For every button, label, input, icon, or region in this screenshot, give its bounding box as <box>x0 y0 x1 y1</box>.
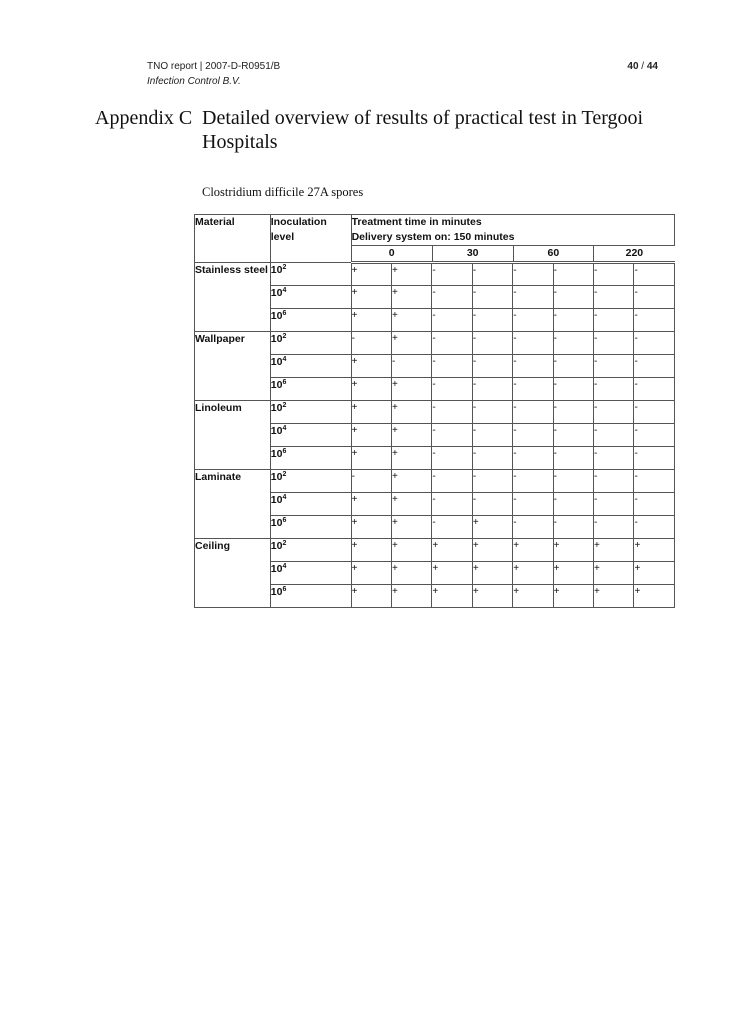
inoculation-level <box>270 585 351 608</box>
result-cell: - <box>634 355 675 378</box>
result-cell: + <box>392 424 432 447</box>
result-cell: + <box>594 562 634 585</box>
material-name: Stainless steel <box>195 263 271 332</box>
inoculation-level <box>270 378 351 401</box>
inoculation-base: 10 <box>270 287 283 299</box>
inoculation-exponent: 2 <box>282 333 287 340</box>
table-row <box>195 470 675 493</box>
column-header-treatment <box>351 215 674 246</box>
result-cell: - <box>432 470 472 493</box>
result-cell: + <box>351 309 391 332</box>
result-cell: + <box>594 585 634 608</box>
inoculation-exponent: 6 <box>282 586 287 593</box>
result-cell: + <box>634 585 675 608</box>
result-cell: - <box>594 447 634 470</box>
result-cell: - <box>351 332 391 355</box>
result-cell: - <box>432 286 472 309</box>
result-cell: - <box>513 493 553 516</box>
result-cell: + <box>513 585 553 608</box>
result-cell: - <box>513 355 553 378</box>
result-cell: + <box>351 585 391 608</box>
result-cell: - <box>472 355 512 378</box>
running-header <box>147 59 280 89</box>
inoculation-base: 10 <box>270 517 283 529</box>
column-header-inoculation: Inoculation level <box>270 215 351 263</box>
table-row <box>195 401 675 424</box>
result-cell: + <box>432 562 472 585</box>
result-cell: - <box>392 355 432 378</box>
result-cell: - <box>513 263 553 286</box>
result-cell: + <box>634 539 675 562</box>
result-cell: - <box>594 516 634 539</box>
treatment-header-line2: Delivery system on: 150 minutes <box>351 231 515 243</box>
result-cell: + <box>513 562 553 585</box>
result-cell: - <box>513 447 553 470</box>
result-cell: - <box>634 378 675 401</box>
result-cell: - <box>594 263 634 286</box>
inoculation-base: 10 <box>270 310 283 322</box>
result-cell: + <box>392 562 432 585</box>
result-cell: + <box>392 516 432 539</box>
result-cell: - <box>634 493 675 516</box>
inoculation-exponent: 4 <box>282 356 287 363</box>
result-cell: - <box>472 424 512 447</box>
result-cell: + <box>392 585 432 608</box>
result-cell: - <box>432 332 472 355</box>
inoculation-level <box>270 355 351 378</box>
results-table <box>194 214 675 608</box>
result-cell: - <box>432 263 472 286</box>
inoculation-exponent: 4 <box>282 287 287 294</box>
inoculation-level <box>270 286 351 309</box>
result-cell: + <box>351 539 391 562</box>
result-cell: + <box>392 493 432 516</box>
result-cell: - <box>594 424 634 447</box>
result-cell: - <box>594 470 634 493</box>
result-cell: + <box>392 332 432 355</box>
result-cell: - <box>553 378 593 401</box>
result-cell: + <box>392 309 432 332</box>
result-cell: - <box>432 378 472 401</box>
inoculation-base: 10 <box>270 356 283 368</box>
inoculation-level <box>270 309 351 332</box>
table-row <box>195 539 675 562</box>
page-current: 40 <box>627 61 639 72</box>
result-cell: + <box>472 585 512 608</box>
organization-name: Infection Control B.V. <box>147 76 241 87</box>
result-cell: - <box>432 424 472 447</box>
result-cell: - <box>553 309 593 332</box>
treatment-header-line1: Treatment time in minutes <box>351 216 482 228</box>
result-cell: - <box>553 424 593 447</box>
inoculation-base: 10 <box>270 425 283 437</box>
result-cell: - <box>472 309 512 332</box>
page-number <box>627 59 658 74</box>
appendix-label: Appendix C <box>95 107 193 129</box>
material-name: Ceiling <box>195 539 271 608</box>
result-cell: - <box>513 516 553 539</box>
result-cell: - <box>594 355 634 378</box>
result-cell: + <box>472 539 512 562</box>
result-cell: - <box>513 401 553 424</box>
material-name: Wallpaper <box>195 332 271 401</box>
result-cell: + <box>351 401 391 424</box>
result-cell: - <box>351 470 391 493</box>
result-cell: - <box>634 332 675 355</box>
material-name: Linoleum <box>195 401 271 470</box>
inoculation-base: 10 <box>270 563 283 575</box>
inoculation-exponent: 2 <box>282 471 287 478</box>
result-cell: + <box>351 516 391 539</box>
result-cell: - <box>513 309 553 332</box>
result-cell: + <box>553 585 593 608</box>
inoculation-level <box>270 562 351 585</box>
inoculation-base: 10 <box>270 333 283 345</box>
result-cell: + <box>351 263 391 286</box>
result-cell: - <box>472 332 512 355</box>
result-cell: + <box>351 378 391 401</box>
time-points-row <box>352 246 675 261</box>
result-cell: + <box>432 585 472 608</box>
result-cell: + <box>594 539 634 562</box>
result-cell: - <box>472 263 512 286</box>
result-cell: - <box>553 401 593 424</box>
result-cell: + <box>392 378 432 401</box>
result-cell: - <box>594 401 634 424</box>
result-cell: - <box>513 286 553 309</box>
inoculation-exponent: 2 <box>282 402 287 409</box>
result-cell: - <box>432 309 472 332</box>
result-cell: - <box>472 447 512 470</box>
result-cell: + <box>351 355 391 378</box>
result-cell: + <box>392 286 432 309</box>
result-cell: + <box>553 562 593 585</box>
results-body <box>195 263 675 608</box>
inoculation-level <box>270 516 351 539</box>
column-header-material: Material <box>195 215 271 263</box>
time-point-header: 60 <box>513 246 594 261</box>
table-row <box>195 263 675 286</box>
result-cell: - <box>432 355 472 378</box>
result-cell: - <box>594 286 634 309</box>
result-cell: - <box>472 470 512 493</box>
result-cell: - <box>634 263 675 286</box>
inoculation-exponent: 2 <box>282 264 287 271</box>
inoculation-level <box>270 401 351 424</box>
result-cell: - <box>553 355 593 378</box>
inoculation-level <box>270 470 351 493</box>
inoculation-level <box>270 263 351 286</box>
result-cell: - <box>432 447 472 470</box>
page-total: 44 <box>646 61 658 72</box>
material-name: Laminate <box>195 470 271 539</box>
appendix-title: Detailed overview of results of practical test in Tergooi Hospitals <box>202 107 644 153</box>
result-cell: + <box>432 539 472 562</box>
inoculation-base: 10 <box>270 448 283 460</box>
result-cell: + <box>392 263 432 286</box>
result-cell: - <box>594 378 634 401</box>
result-cell: + <box>392 470 432 493</box>
result-cell: - <box>432 516 472 539</box>
result-cell: - <box>594 332 634 355</box>
result-cell: - <box>553 493 593 516</box>
inoculation-level <box>270 332 351 355</box>
inoculation-base: 10 <box>270 264 283 276</box>
result-cell: - <box>432 493 472 516</box>
inoculation-base: 10 <box>270 471 283 483</box>
result-cell: - <box>472 493 512 516</box>
time-point-header: 0 <box>352 246 433 261</box>
result-cell: - <box>513 424 553 447</box>
result-cell: - <box>472 378 512 401</box>
inoculation-exponent: 4 <box>282 425 287 432</box>
result-cell: - <box>513 470 553 493</box>
result-cell: - <box>634 447 675 470</box>
result-cell: + <box>392 401 432 424</box>
report-id: TNO report | 2007-D-R0951/B <box>147 61 281 72</box>
result-cell: - <box>634 424 675 447</box>
inoculation-exponent: 4 <box>282 563 287 570</box>
result-cell: - <box>553 286 593 309</box>
result-cell: - <box>634 286 675 309</box>
result-cell: + <box>513 539 553 562</box>
inoculation-base: 10 <box>270 540 283 552</box>
result-cell: + <box>634 562 675 585</box>
inoculation-base: 10 <box>270 494 283 506</box>
result-cell: - <box>594 493 634 516</box>
inoculation-level <box>270 447 351 470</box>
result-cell: - <box>634 516 675 539</box>
result-cell: - <box>553 263 593 286</box>
inoculation-exponent: 4 <box>282 494 287 501</box>
time-point-header: 30 <box>432 246 513 261</box>
inoculation-exponent: 2 <box>282 540 287 547</box>
inoculation-exponent: 6 <box>282 310 287 317</box>
result-cell: + <box>392 447 432 470</box>
result-cell: - <box>472 401 512 424</box>
result-cell: - <box>553 332 593 355</box>
result-cell: + <box>351 562 391 585</box>
result-cell: + <box>472 516 512 539</box>
result-cell: + <box>392 539 432 562</box>
inoculation-exponent: 6 <box>282 517 287 524</box>
result-cell: + <box>351 286 391 309</box>
result-cell: - <box>634 401 675 424</box>
time-point-header: 220 <box>625 247 644 259</box>
inoculation-exponent: 6 <box>282 448 287 455</box>
result-cell: - <box>513 332 553 355</box>
result-cell: + <box>553 539 593 562</box>
result-cell: - <box>553 516 593 539</box>
result-cell: + <box>351 447 391 470</box>
page-separator: / <box>638 61 647 72</box>
result-cell: + <box>351 424 391 447</box>
table-caption: Clostridium difficile 27A spores <box>202 185 364 199</box>
result-cell: - <box>553 447 593 470</box>
inoculation-level <box>270 424 351 447</box>
inoculation-level <box>270 539 351 562</box>
result-cell: - <box>472 286 512 309</box>
result-cell: - <box>513 378 553 401</box>
result-cell: - <box>432 401 472 424</box>
inoculation-base: 10 <box>270 379 283 391</box>
table-row <box>195 332 675 355</box>
result-cell: - <box>594 309 634 332</box>
result-cell: - <box>634 470 675 493</box>
result-cell: - <box>553 470 593 493</box>
result-cell: + <box>351 493 391 516</box>
inoculation-level <box>270 493 351 516</box>
result-cell: + <box>472 562 512 585</box>
result-cell: - <box>634 309 675 332</box>
inoculation-base: 10 <box>270 402 283 414</box>
inoculation-base: 10 <box>270 586 283 598</box>
inoculation-exponent: 6 <box>282 379 287 386</box>
